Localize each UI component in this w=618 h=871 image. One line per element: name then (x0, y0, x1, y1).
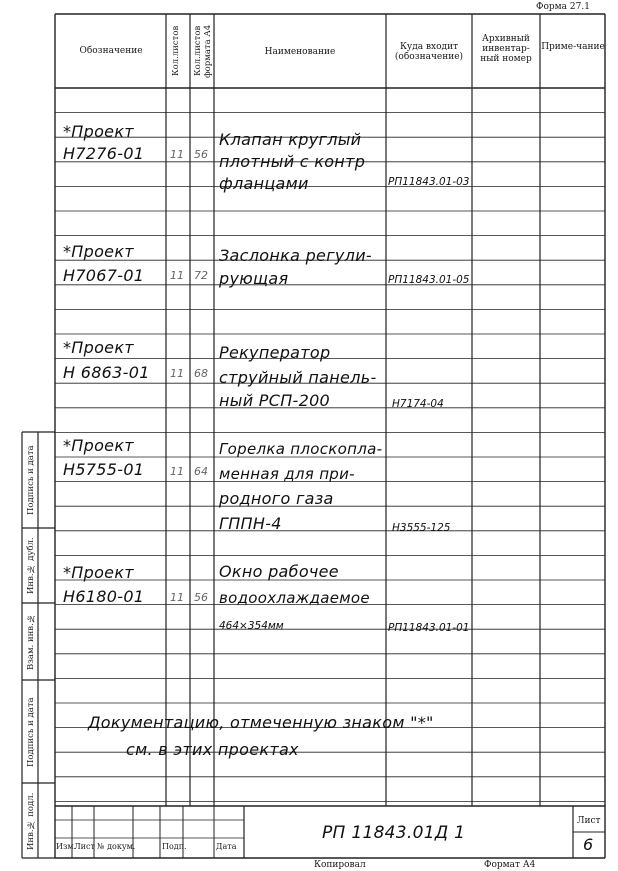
title-col-date: Дата (216, 842, 237, 851)
sheet-label: Лист (577, 816, 601, 826)
title-col-change: Изм. (56, 842, 77, 851)
entry-3-designation-line-1: *Проект (63, 338, 134, 357)
entry-4-name-line-1: Горелка плоскопла- (219, 440, 383, 458)
entry-2-a4: 72 (194, 269, 208, 282)
entry-1-name-line-3: фланцами (219, 174, 309, 193)
note-line-2: см. в этих проектах (126, 740, 299, 759)
entry-1-name-line-2: плотный с контр (219, 152, 366, 171)
entry-1-a4: 56 (194, 148, 208, 161)
entry-2-name-line-2: рующая (219, 269, 289, 288)
side-label-signature-date-2: Подпись и дата (26, 445, 36, 516)
entry-5-name-line-2: водоохлаждаемое (219, 589, 370, 607)
title-col-signature: Подп. (162, 842, 187, 851)
entry-1-name-line-1: Клапан круглый (219, 130, 362, 149)
entry-3-designation-line-2: Н 6863-01 (63, 363, 150, 382)
header-a4-count: Кол.листов формата А4 (193, 24, 213, 78)
entry-1-sheets: 11 (170, 148, 184, 161)
entry-3-a4: 68 (194, 367, 208, 380)
side-label-inv-original: Инв.№ подл. (26, 792, 36, 850)
entry-4-name-line-2: менная для при- (219, 465, 355, 483)
sheet-number: 6 (583, 835, 594, 854)
entry-5-a4: 56 (194, 591, 208, 604)
entry-3-name-line-3: ный РСП-200 (219, 391, 331, 410)
entry-2-name-line-1: Заслонка регули- (219, 246, 372, 265)
entry-1-designation-line-1: *Проект (63, 122, 134, 141)
entry-4-sheets: 11 (170, 465, 184, 478)
entry-3-where-used: Н7174-04 (392, 398, 444, 410)
entry-1-designation-line-2: Н7276-01 (63, 144, 145, 163)
title-col-sheet: Лист (74, 842, 95, 851)
header-name: Наименование (264, 47, 336, 57)
entry-3-name-line-1: Рекуператор (219, 343, 331, 362)
entry-5-designation-line-1: *Проект (63, 563, 134, 582)
document-number: РП 11843.01Д 1 (322, 823, 466, 843)
title-col-doc-number: № докум. (97, 842, 136, 851)
header-note: Приме-чание (541, 42, 605, 52)
header-sheet-count: Кол.листов (171, 25, 181, 77)
entry-5-designation-line-2: Н6180-01 (63, 587, 145, 606)
header-designation: Обозначение (79, 46, 143, 56)
entry-4-a4: 64 (194, 465, 208, 478)
entry-2-designation-line-1: *Проект (63, 242, 134, 261)
entry-4-name-line-3: родного газа (219, 489, 334, 508)
entry-4-designation-line-2: Н5755-01 (63, 460, 145, 479)
entry-4-designation-line-1: *Проект (63, 436, 134, 455)
footer-copied: Копировал (314, 860, 366, 870)
entry-4-where-used: Н3555-125 (392, 522, 451, 534)
header-where-used: Куда входит (обозначение) (394, 42, 464, 62)
entry-5-sheets: 11 (170, 591, 184, 604)
entry-3-sheets: 11 (170, 367, 184, 380)
entry-5-name-line-1: Окно рабочее (219, 562, 339, 581)
footer-format: Формат А4 (484, 860, 536, 870)
note-line-1: Документацию, отмеченную знаком "*" (88, 713, 434, 732)
side-label-signature-date-1: Подпись и дата (26, 697, 36, 767)
side-label-inv-duplicate: Инв.№ дубл. (26, 537, 36, 595)
entry-2-sheets: 11 (170, 269, 184, 282)
entry-5-where-used: РП11843.01-01 (388, 622, 470, 634)
header-archive: Архивный инвентар-ный номер (480, 34, 532, 64)
side-label-replaces-inv: Взам. инв.№ (26, 613, 36, 671)
entry-3-name-line-2: струйный панель- (219, 368, 377, 387)
entry-5-name-line-3: 464×354мм (219, 620, 284, 632)
forma-label: Форма 27.1 (536, 2, 590, 12)
entry-4-name-line-4: ГППН-4 (219, 514, 282, 533)
entry-1-where-used: РП11843.01-03 (388, 176, 470, 188)
entry-2-where-used: РП11843.01-05 (388, 274, 470, 286)
entry-2-designation-line-2: Н7067-01 (63, 266, 145, 285)
